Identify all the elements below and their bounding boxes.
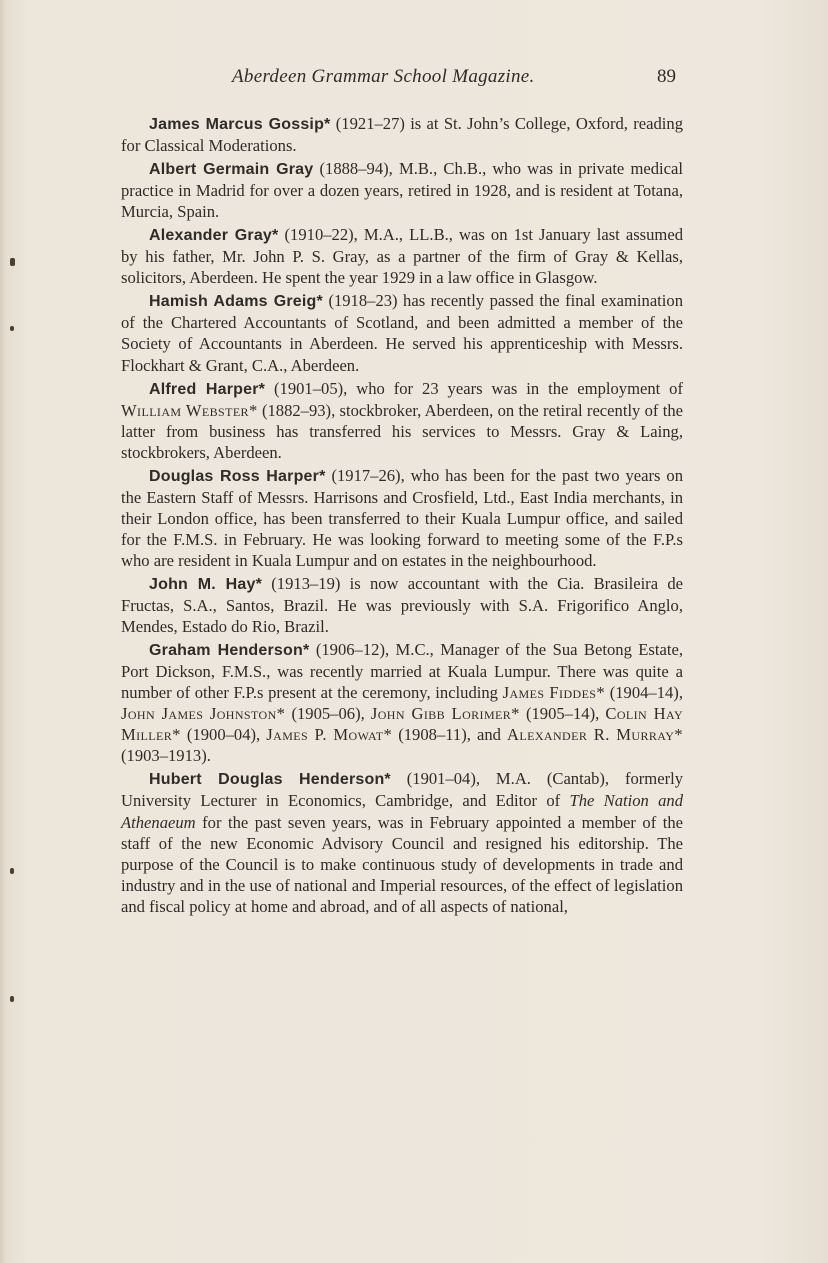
entry-text: (1908–11), and (392, 725, 508, 745)
person-name: Douglas Ross Harper* (149, 467, 326, 485)
entry-text: (1888–94), M.B., Ch.B., who was in private medical practice in Madrid for over a dozen years, retired in 1928, and is resident at Totana, Murcia, Spain. (121, 159, 683, 222)
small-caps-name: Colin Hay Miller* (121, 704, 684, 745)
small-caps-name: James P. Mowat* (266, 725, 393, 745)
entry-text: (1904–14), (605, 683, 683, 703)
small-caps-name: John Gibb Lorimer* (370, 704, 520, 724)
entry-text: (1913–19) is now accountant with the Cia. Brasileira de Fructas, S.A., Santos, Brazil. He was previously with S.A. Frigorifico Anglo, Mendes, Estado do Rio, Brazil. (121, 573, 683, 637)
person-name: Hubert Douglas Henderson* (149, 771, 391, 789)
entry-text: (1882–93), stockbroker, Aberdeen, on the retiral recently of the latter from business has transferred his services to Messrs. Gray & Laing, stockbrokers, Aberdeen. (121, 400, 684, 462)
entry-gray-alexander (121, 224, 683, 288)
entry-text: for the past seven years, was in February appointed a member of the staff of the new Economic Advisory Council and resigned his editorship. The purpose of the Council is to make continuous study of developments in trade and industry and in the use of national and Imperial resources, of the effect of legislation and fiscal policy at home and abroad, and of all aspects of national, (121, 812, 683, 916)
person-name: Albert Germain Gray (149, 161, 314, 179)
person-name: John M. Hay* (149, 575, 263, 593)
binding-hole-mark (10, 258, 15, 266)
binding-hole-mark (10, 326, 14, 331)
entry-text: (1917–26), who has been for the past two years on the Eastern Staff of Messrs. Harrisons and Crosfield, Ltd., East India merchants, in their London office, has been transferred to their Kuala Lumpur office, and sailed for the F.M.S. in February. He was looking forward to meeting some of the F.P.s who are resident in Kuala Lumpur and on estates in the neighbourhood. (121, 465, 683, 570)
publication-title: The Nation and Athenaeum (121, 791, 684, 832)
entry-harper-alfred (121, 378, 683, 463)
small-caps-name: William Webster* (121, 400, 258, 420)
binding-hole-mark (10, 868, 14, 874)
person-name: Hamish Adams Greig* (149, 293, 323, 311)
running-title: Aberdeen Grammar School Magazine. (232, 66, 535, 87)
person-name: Alexander Gray* (149, 227, 279, 245)
entry-text: (1906–12), M.C., Manager of the Sua Betong Estate, Port Dickson, F.M.S., was recently married at Kuala Lumpur. There was quite a number of other F.P.s present at the ceremony, including (121, 640, 683, 703)
article-body (121, 113, 683, 919)
entry-hay (121, 573, 683, 637)
entry-henderson-hubert (121, 768, 683, 916)
entry-text: (1901–04), M.A. (Cantab), formerly University Lecturer in Economics, Cambridge, and Editor of (121, 769, 684, 811)
entry-text: (1905–06), (285, 704, 371, 724)
entry-gossip (121, 113, 683, 156)
entry-text: (1905–14), (519, 704, 606, 724)
person-name: Graham Henderson* (149, 642, 310, 660)
entry-text: (1921–27) is at St. John’s College, Oxford, reading for Classical Moderations. (121, 114, 683, 156)
small-caps-name: John James Johnston* (121, 704, 286, 724)
person-name: Alfred Harper* (149, 380, 266, 398)
binding-hole-mark (10, 996, 14, 1002)
entry-text: (1903–1913). (121, 746, 211, 766)
person-name: James Marcus Gossip* (149, 116, 331, 133)
entry-text: (1901–05), who for 23 years was in the employment of (265, 378, 684, 398)
page-number: 89 (657, 66, 676, 87)
entry-text: (1918–23) has recently passed the final examination of the Chartered Accountants of Scotland, and been admitted a member of the Society of Accountants in Aberdeen. He served his apprenticeship with Messrs. Flockhart & Grant, C.A., Aberdeen. (121, 291, 683, 375)
entry-greig (121, 290, 683, 375)
small-caps-name: Alexander R. Murray* (507, 725, 683, 745)
entry-gray-albert (121, 158, 683, 222)
entry-text: (1910–22), M.A., LL.B., was on 1st January last assumed by his father, Mr. John P. S. Gray, as a partner of the firm of Gray & Kellas, solicitors, Aberdeen. He spent the year 1929 in a law office in Glasgow. (121, 225, 683, 288)
entry-harper-douglas (121, 465, 683, 571)
small-caps-name: James Fiddes* (502, 683, 606, 703)
entry-text: (1900–04), (180, 725, 267, 745)
entry-henderson-graham (121, 639, 683, 766)
page-gutter-shadow (0, 0, 6, 1263)
page-header (0, 66, 828, 90)
